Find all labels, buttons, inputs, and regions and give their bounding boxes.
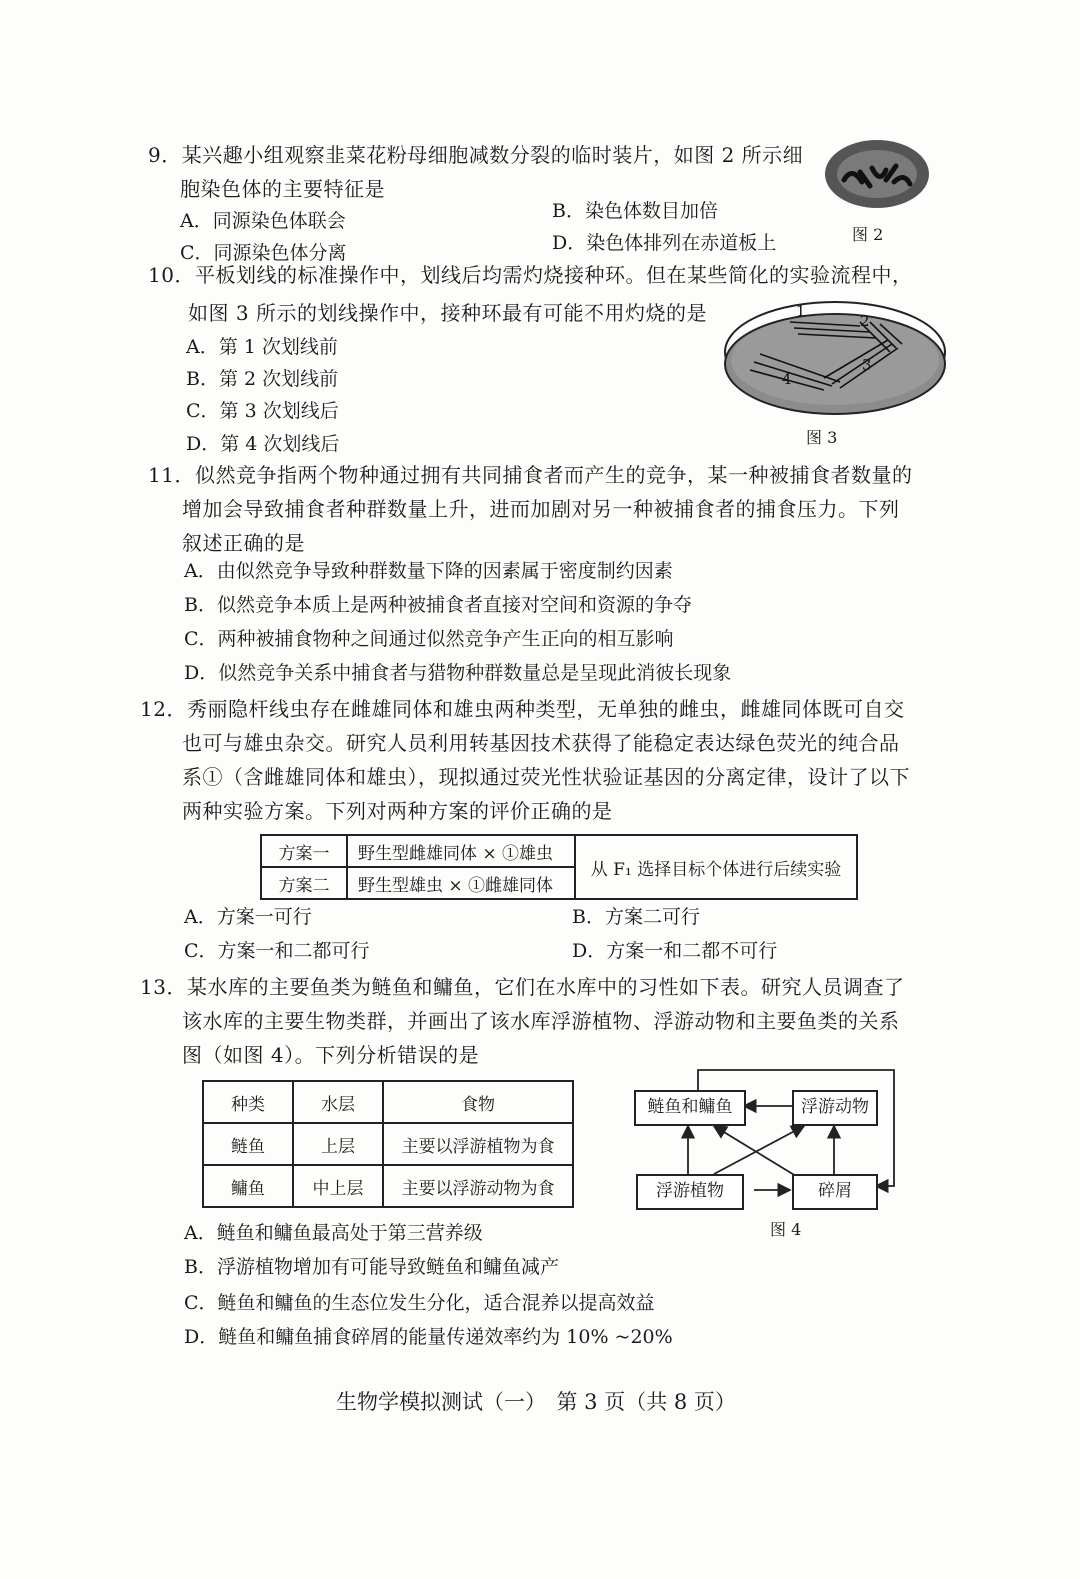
q11-stem-line1: 11．似然竞争指两个物种通过拥有共同捕食者而产生的竞争，某一种被捕食者数量的 <box>148 463 913 487</box>
q10-option-d: D．第 4 次划线后 <box>186 433 340 455</box>
q9-option-a: A．同源染色体联会 <box>180 210 346 232</box>
q12-option-d: D．方案一和二都不可行 <box>572 940 778 962</box>
scheme-2-label: 方案二 <box>261 867 347 899</box>
q11-stem-line3: 叙述正确的是 <box>182 531 305 555</box>
q9-stem-line2: 胞染色体的主要特征是 <box>180 177 385 201</box>
fish-table-header-layer: 水层 <box>293 1081 383 1123</box>
figure-3-label-4: 4 <box>782 370 792 388</box>
q11-stem-line2: 增加会导致捕食者种群数量上升，进而加剧对另一种被捕食者的捕食压力。下列 <box>182 497 900 521</box>
fish-table-cell: 鳙鱼 <box>203 1165 293 1207</box>
figure-4-caption: 图 4 <box>770 1220 802 1239</box>
q13-option-d: D．鲢鱼和鳙鱼捕食碎屑的能量传递效率约为 10% ~20% <box>184 1326 673 1348</box>
q12-stem-line2: 也可与雄虫杂交。研究人员利用转基因技术获得了能稳定表达绿色荧光的纯合品 <box>182 731 900 755</box>
q10-stem-line1: 10．平板划线的标准操作中，划线后均需灼烧接种环。但在某些简化的实验流程中， <box>148 263 913 287</box>
scheme-1-label: 方案一 <box>261 835 347 867</box>
q10-stem-line2: 如图 3 所示的划线操作中，接种环最有可能不用灼烧的是 <box>188 301 707 325</box>
petri-dish-diagram <box>720 292 950 424</box>
q9-stem-line1: 9．某兴趣小组观察韭菜花粉母细胞减数分裂的临时装片，如图 2 所示细 <box>148 143 804 167</box>
q9-option-b: B．染色体数目加倍 <box>552 200 718 222</box>
scheme-1-cross: 野生型雌雄同体 × ①雄虫 <box>347 835 575 867</box>
figure-3-caption: 图 3 <box>806 428 838 447</box>
q11-option-b: B．似然竞争本质上是两种被捕食者直接对空间和资源的争夺 <box>184 594 692 616</box>
q12-stem-line4: 两种实验方案。下列对两种方案的评价正确的是 <box>182 799 613 823</box>
q9-option-d: D．染色体排列在赤道板上 <box>552 232 777 254</box>
figure-3-label-1: 1 <box>796 302 806 320</box>
q12-option-b: B．方案二可行 <box>572 906 700 928</box>
figure-2-caption: 图 2 <box>852 225 884 244</box>
q13-fish-table <box>202 1080 574 1208</box>
q13-stem-line1: 13．某水库的主要鱼类为鲢鱼和鳙鱼，它们在水库中的习性如下表。研究人员调查了 <box>140 975 905 999</box>
chromosome-micrograph <box>822 136 932 216</box>
q13-stem-line3: 图（如图 4）。下列分析错误的是 <box>182 1043 480 1067</box>
node-fish: 鲢鱼和鳙鱼 <box>634 1090 746 1126</box>
q9-option-c: C．同源染色体分离 <box>180 242 347 264</box>
q10-option-a: A．第 1 次划线前 <box>186 336 338 358</box>
q13-option-c: C．鲢鱼和鳙鱼的生态位发生分化，适合混养以提高效益 <box>184 1292 655 1314</box>
scheme-followup: 从 F₁ 选择目标个体进行后续实验 <box>575 835 857 899</box>
q13-option-b: B．浮游植物增加有可能导致鲢鱼和鳙鱼减产 <box>184 1256 559 1278</box>
page-footer: 生物学模拟测试（一） 第 3 页（共 8 页） <box>336 1390 736 1414</box>
node-detritus: 碎屑 <box>792 1174 878 1210</box>
q10-option-b: B．第 2 次划线前 <box>186 368 339 390</box>
fish-table-cell: 上层 <box>293 1123 383 1165</box>
q13-stem-line2: 该水库的主要生物类群，并画出了该水库浮游植物、浮游动物和主要鱼类的关系 <box>182 1009 900 1033</box>
q12-scheme-table <box>260 834 858 900</box>
fish-table-header-species: 种类 <box>203 1081 293 1123</box>
q12-stem-line1: 12．秀丽隐杆线虫存在雌雄同体和雄虫两种类型，无单独的雌虫，雌雄同体既可自交 <box>140 697 905 721</box>
q11-option-c: C．两种被捕食物种之间通过似然竞争产生正向的相互影响 <box>184 628 674 650</box>
fish-table-cell: 鲢鱼 <box>203 1123 293 1165</box>
q13-option-a: A．鲢鱼和鳙鱼最高处于第三营养级 <box>184 1222 483 1244</box>
q11-option-a: A．由似然竞争导致种群数量下降的因素属于密度制约因素 <box>184 560 673 582</box>
fish-table-header-food: 食物 <box>383 1081 573 1123</box>
q12-stem-line3: 系①（含雌雄同体和雄虫），现拟通过荧光性状验证基因的分离定律，设计了以下 <box>182 765 910 789</box>
q11-option-d: D．似然竞争关系中捕食者与猎物种群数量总是呈现此消彼长现象 <box>184 662 732 684</box>
figure-3-label-2: 2 <box>860 312 870 330</box>
node-phytoplankton: 浮游植物 <box>636 1174 744 1210</box>
figure-3-label-3: 3 <box>862 356 872 374</box>
q12-option-a: A．方案一可行 <box>184 906 312 928</box>
node-zooplankton: 浮游动物 <box>792 1090 878 1126</box>
q10-option-c: C．第 3 次划线后 <box>186 400 339 422</box>
fish-table-cell: 主要以浮游植物为食 <box>383 1123 573 1165</box>
scheme-2-cross: 野生型雄虫 × ①雌雄同体 <box>347 867 575 899</box>
q12-option-c: C．方案一和二都可行 <box>184 940 370 962</box>
fish-table-cell: 主要以浮游动物为食 <box>383 1165 573 1207</box>
fish-table-cell: 中上层 <box>293 1165 383 1207</box>
